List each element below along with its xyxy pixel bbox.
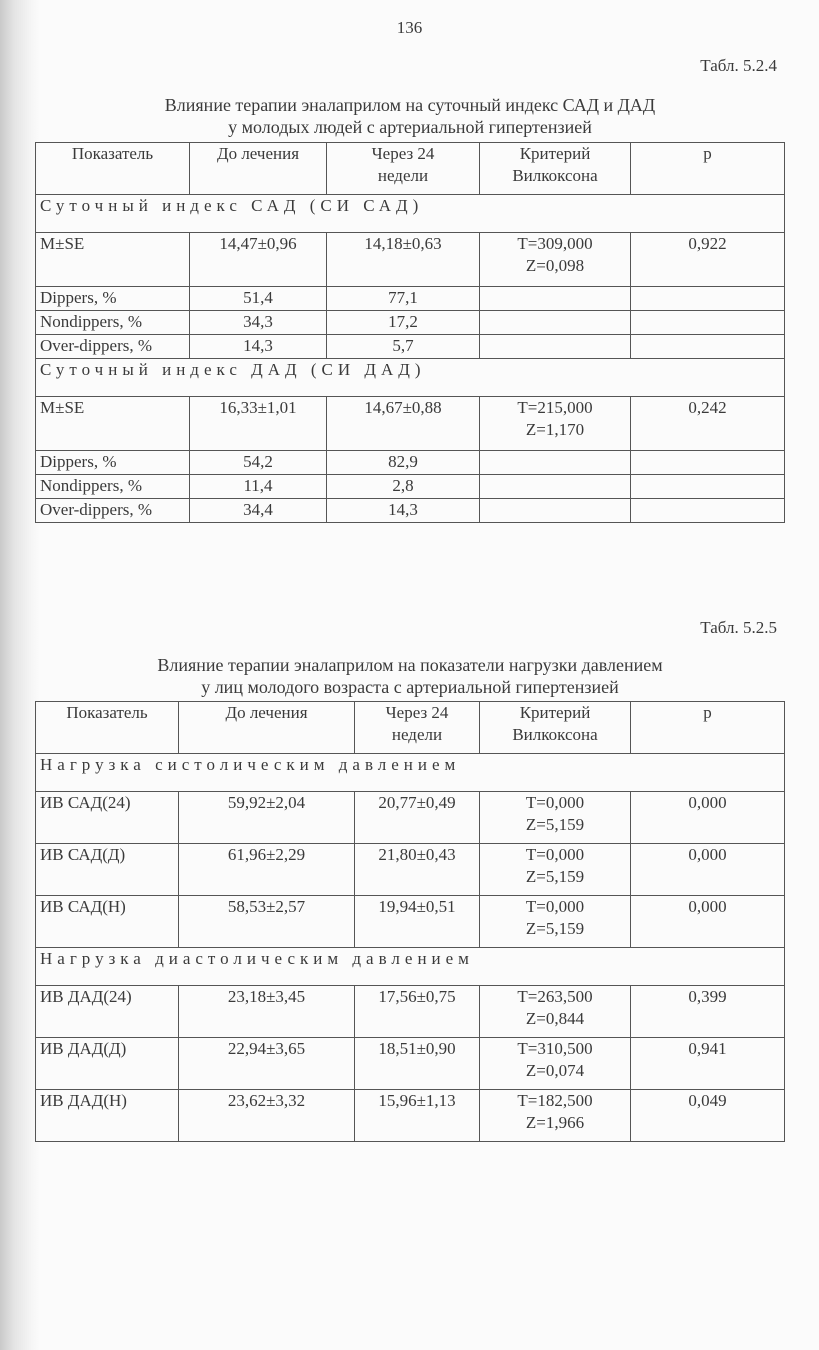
- wilcoxon-value: [480, 844, 631, 896]
- table-row: [36, 233, 785, 287]
- before-value: 14,47±0,96: [190, 233, 327, 287]
- p-value: 0,941: [631, 1038, 785, 1090]
- table-row: [36, 475, 785, 499]
- p-value: [631, 287, 785, 311]
- wilcoxon-value: [480, 896, 631, 948]
- section-row: [36, 359, 785, 397]
- before-value: 23,18±3,45: [179, 986, 355, 1038]
- wilcoxon-value: [480, 475, 631, 499]
- t-value: T=309,000: [517, 234, 593, 253]
- z-value: Z=5,159: [525, 867, 585, 886]
- t-value: T=215,000: [517, 398, 593, 417]
- after-value: 15,96±1,13: [355, 1090, 480, 1142]
- header-text: Критерий: [519, 703, 591, 722]
- table-row: [36, 896, 785, 948]
- header-text: Через 24: [371, 144, 435, 163]
- t-value: T=0,000: [525, 897, 585, 916]
- row-name: ИВ ДАД(24): [36, 986, 179, 1038]
- row-name: ИВ ДАД(Н): [36, 1090, 179, 1142]
- header-cell: Показатель: [36, 143, 190, 195]
- row-name: Nondippers, %: [36, 311, 190, 335]
- wilcoxon-value: [480, 792, 631, 844]
- table-caption: [36, 94, 784, 138]
- caption-line: у молодых людей с артериальной гипертензией: [228, 117, 592, 137]
- z-value: Z=1,966: [525, 1113, 585, 1132]
- table-row: [36, 1090, 785, 1142]
- z-value: Z=0,074: [525, 1061, 585, 1080]
- p-value: 0,049: [631, 1090, 785, 1142]
- wilcoxon-value: [480, 233, 631, 287]
- header-text: Через 24: [385, 703, 449, 722]
- before-value: 23,62±3,32: [179, 1090, 355, 1142]
- header-text: недели: [391, 725, 443, 744]
- z-value: Z=5,159: [525, 919, 585, 938]
- before-value: 16,33±1,01: [190, 397, 327, 451]
- header-text: Вилкоксона: [512, 725, 598, 744]
- wilcoxon-value: [480, 1038, 631, 1090]
- header-cell: Показатель: [36, 702, 179, 754]
- p-value: 0,000: [631, 792, 785, 844]
- section-title: Нагрузка систолическим давлением: [36, 754, 785, 792]
- wilcoxon-value: [480, 1090, 631, 1142]
- after-value: 14,3: [327, 499, 480, 523]
- p-value: 0,242: [631, 397, 785, 451]
- table-caption: [36, 654, 784, 698]
- row-name: ИВ ДАД(Д): [36, 1038, 179, 1090]
- before-value: 34,4: [190, 499, 327, 523]
- t-value: T=263,500: [517, 987, 593, 1006]
- header-text: недели: [377, 166, 429, 185]
- header-cell: p: [631, 143, 785, 195]
- caption-line: у лиц молодого возраста с артериальной гипертензией: [201, 677, 619, 697]
- header-cell: [480, 702, 631, 754]
- row-name: Over-dippers, %: [36, 499, 190, 523]
- t-value: T=310,500: [517, 1039, 593, 1058]
- table-row: [36, 986, 785, 1038]
- header-cell: До лечения: [179, 702, 355, 754]
- row-name: Dippers, %: [36, 451, 190, 475]
- row-name: ИВ САД(Н): [36, 896, 179, 948]
- before-value: 11,4: [190, 475, 327, 499]
- header-text: Вилкоксона: [512, 166, 598, 185]
- row-name: Nondippers, %: [36, 475, 190, 499]
- after-value: 5,7: [327, 335, 480, 359]
- row-name: M±SE: [36, 397, 190, 451]
- p-value: [631, 335, 785, 359]
- after-value: 14,67±0,88: [327, 397, 480, 451]
- header-text: Критерий: [519, 144, 591, 163]
- p-value: [631, 475, 785, 499]
- header-cell: [355, 702, 480, 754]
- wilcoxon-value: [480, 451, 631, 475]
- t-value: T=0,000: [525, 845, 585, 864]
- section-row: [36, 948, 785, 986]
- scan-shadow: [0, 0, 40, 1350]
- table-row: [36, 844, 785, 896]
- p-value: 0,000: [631, 844, 785, 896]
- z-value: Z=1,170: [525, 420, 585, 439]
- table-5-2-5: [35, 701, 785, 1142]
- table-label: Табл. 5.2.5: [700, 618, 777, 637]
- header-cell: [480, 143, 631, 195]
- before-value: 58,53±2,57: [179, 896, 355, 948]
- p-value: 0,000: [631, 896, 785, 948]
- caption-line: Влияние терапии эналаприлом на показатели нагрузки давлением: [157, 655, 663, 675]
- before-value: 22,94±3,65: [179, 1038, 355, 1090]
- section-title: Суточный индекс ДАД (СИ ДАД): [36, 359, 785, 397]
- table-row: [36, 792, 785, 844]
- after-value: 20,77±0,49: [355, 792, 480, 844]
- page-number: 136: [396, 18, 423, 37]
- header-cell: p: [631, 702, 785, 754]
- table-row: [36, 311, 785, 335]
- before-value: 51,4: [190, 287, 327, 311]
- row-name: M±SE: [36, 233, 190, 287]
- z-value: Z=0,098: [525, 256, 585, 275]
- header-cell: [327, 143, 480, 195]
- table-row: [36, 335, 785, 359]
- wilcoxon-value: [480, 287, 631, 311]
- after-value: 19,94±0,51: [355, 896, 480, 948]
- after-value: 18,51±0,90: [355, 1038, 480, 1090]
- before-value: 61,96±2,29: [179, 844, 355, 896]
- p-value: [631, 311, 785, 335]
- caption-line: Влияние терапии эналаприлом на суточный индекс САД и ДАД: [164, 95, 656, 115]
- section-row: [36, 195, 785, 233]
- row-name: ИВ САД(24): [36, 792, 179, 844]
- section-row: [36, 754, 785, 792]
- after-value: 77,1: [327, 287, 480, 311]
- table-row: [36, 287, 785, 311]
- z-value: Z=0,844: [525, 1009, 585, 1028]
- after-value: 82,9: [327, 451, 480, 475]
- wilcoxon-value: [480, 311, 631, 335]
- row-name: ИВ САД(Д): [36, 844, 179, 896]
- table-row: [36, 397, 785, 451]
- z-value: Z=5,159: [525, 815, 585, 834]
- after-value: 14,18±0,63: [327, 233, 480, 287]
- wilcoxon-value: [480, 335, 631, 359]
- table-row: [36, 1038, 785, 1090]
- before-value: 59,92±2,04: [179, 792, 355, 844]
- section-title: Нагрузка диастолическим давлением: [36, 948, 785, 986]
- t-value: T=0,000: [525, 793, 585, 812]
- after-value: 17,56±0,75: [355, 986, 480, 1038]
- wilcoxon-value: [480, 397, 631, 451]
- after-value: 17,2: [327, 311, 480, 335]
- table-header-row: [36, 702, 785, 754]
- p-value: 0,922: [631, 233, 785, 287]
- after-value: 2,8: [327, 475, 480, 499]
- p-value: 0,399: [631, 986, 785, 1038]
- table-label: Табл. 5.2.4: [700, 56, 777, 75]
- wilcoxon-value: [480, 499, 631, 523]
- after-value: 21,80±0,43: [355, 844, 480, 896]
- table-row: [36, 499, 785, 523]
- table-5-2-4: [35, 142, 785, 523]
- row-name: Dippers, %: [36, 287, 190, 311]
- before-value: 14,3: [190, 335, 327, 359]
- t-value: T=182,500: [517, 1091, 593, 1110]
- before-value: 54,2: [190, 451, 327, 475]
- wilcoxon-value: [480, 986, 631, 1038]
- row-name: Over-dippers, %: [36, 335, 190, 359]
- p-value: [631, 451, 785, 475]
- header-cell: До лечения: [190, 143, 327, 195]
- before-value: 34,3: [190, 311, 327, 335]
- section-title: Суточный индекс САД (СИ САД): [36, 195, 785, 233]
- table-row: [36, 451, 785, 475]
- p-value: [631, 499, 785, 523]
- table-header-row: [36, 143, 785, 195]
